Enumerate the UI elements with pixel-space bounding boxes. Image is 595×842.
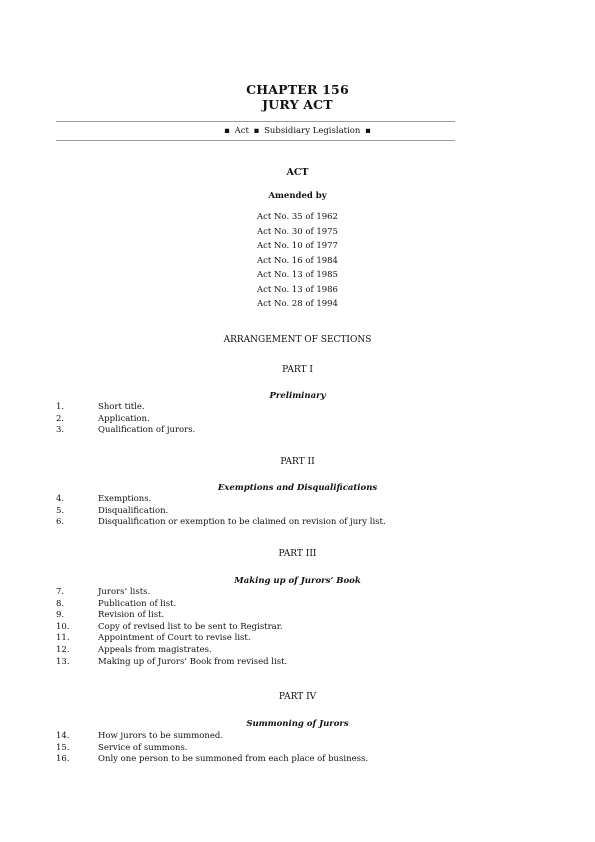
section-item[interactable] [56, 657, 456, 669]
section-item[interactable] [56, 731, 456, 743]
nav-bullet: ▪ [365, 126, 371, 136]
amended-by-heading: Amended by [268, 191, 327, 201]
section-title: Copy of revised list to be sent to Registrar. [98, 621, 283, 632]
section-number: 3. [56, 425, 65, 436]
amendment-item: Act No. 13 of 1986 [257, 284, 338, 295]
section-title: Publication of list. [98, 598, 177, 609]
part-subtitle: Summoning of Jurors [246, 719, 349, 729]
section-item[interactable] [56, 425, 456, 437]
section-number: 9. [56, 610, 65, 621]
section-number: 11. [56, 633, 70, 644]
nav-link-act[interactable]: Act [234, 126, 249, 136]
chapter-number: CHAPTER 156 [246, 82, 349, 97]
section-list [56, 402, 456, 437]
section-item[interactable] [56, 610, 456, 622]
section-number: 16. [56, 754, 70, 765]
amendment-item: Act No. 13 of 1985 [257, 270, 338, 280]
section-number: 6. [56, 517, 65, 528]
section-number: 8. [56, 598, 65, 609]
section-title: Disqualification. [98, 505, 169, 516]
section-number: 1. [56, 402, 65, 412]
section-number: 13. [56, 656, 70, 667]
part-title: PART III [278, 549, 317, 559]
arrangement-heading: ARRANGEMENT OF SECTIONS [223, 335, 372, 345]
section-list [56, 731, 456, 766]
part-title: PART II [280, 457, 315, 467]
section-title: Revision of list. [98, 610, 165, 621]
nav-link-subsidiary-legislation[interactable]: Subsidiary Legislation [264, 126, 361, 136]
section-item[interactable] [56, 622, 456, 634]
section-item[interactable] [56, 494, 456, 506]
section-title: Jurors’ lists. [98, 587, 151, 597]
section-item[interactable] [56, 743, 456, 755]
part-subtitle: Exemptions and Disqualifications [217, 483, 378, 493]
nav-bullet: ▪ [253, 126, 260, 136]
amendment-item: Act No. 16 of 1984 [257, 255, 338, 266]
section-title: Disqualification or exemption to be claimed on revision of jury list. [98, 517, 386, 528]
nav-bullet: ▪ [224, 126, 230, 136]
document-nav [0, 126, 595, 136]
amendment-item: Act No. 30 of 1975 [257, 226, 338, 237]
section-title: Appointment of Court to revise list. [98, 633, 251, 644]
section-item[interactable] [56, 506, 456, 518]
section-title: How jurors to be summoned. [98, 731, 224, 741]
act-heading: ACT [286, 167, 309, 178]
section-number: 10. [56, 621, 70, 632]
section-title: Short title. [98, 402, 145, 412]
section-number: 7. [56, 587, 65, 597]
section-title: Exemptions. [98, 494, 152, 504]
section-item[interactable] [56, 633, 456, 645]
section-title: Appeals from magistrates. [98, 644, 212, 655]
section-item[interactable] [56, 587, 456, 599]
section-item[interactable] [56, 517, 456, 529]
act-title: JURY ACT [262, 97, 333, 112]
amendment-item: Act No. 28 of 1994 [257, 299, 338, 309]
section-item[interactable] [56, 414, 456, 426]
section-title: Qualification of jurors. [98, 425, 196, 436]
nav-bottom-rule [56, 140, 455, 141]
section-number: 14. [56, 731, 70, 741]
section-item[interactable] [56, 754, 456, 766]
part-title: PART IV [278, 692, 317, 702]
section-list [56, 494, 456, 529]
part-title: PART I [282, 365, 313, 375]
section-title: Only one person to be summoned from each place of business. [98, 754, 369, 765]
section-list [56, 587, 456, 668]
part-subtitle: Preliminary [269, 391, 326, 401]
section-number: 2. [56, 413, 65, 424]
section-number: 5. [56, 505, 65, 516]
section-title: Making up of Jurors’ Book from revised list. [98, 656, 288, 667]
section-title: Service of summons. [98, 742, 188, 753]
section-number: 15. [56, 742, 70, 753]
section-title: Application. [98, 413, 150, 424]
amendment-item: Act No. 10 of 1977 [257, 241, 338, 251]
nav-top-rule [56, 121, 455, 122]
section-item[interactable] [56, 599, 456, 611]
section-number: 4. [56, 494, 65, 504]
part-subtitle: Making up of Jurors’ Book [234, 576, 361, 586]
amendment-item: Act No. 35 of 1962 [257, 212, 338, 222]
section-item[interactable] [56, 402, 456, 414]
amendments-list [0, 212, 595, 314]
section-number: 12. [56, 644, 70, 655]
section-item[interactable] [56, 645, 456, 657]
